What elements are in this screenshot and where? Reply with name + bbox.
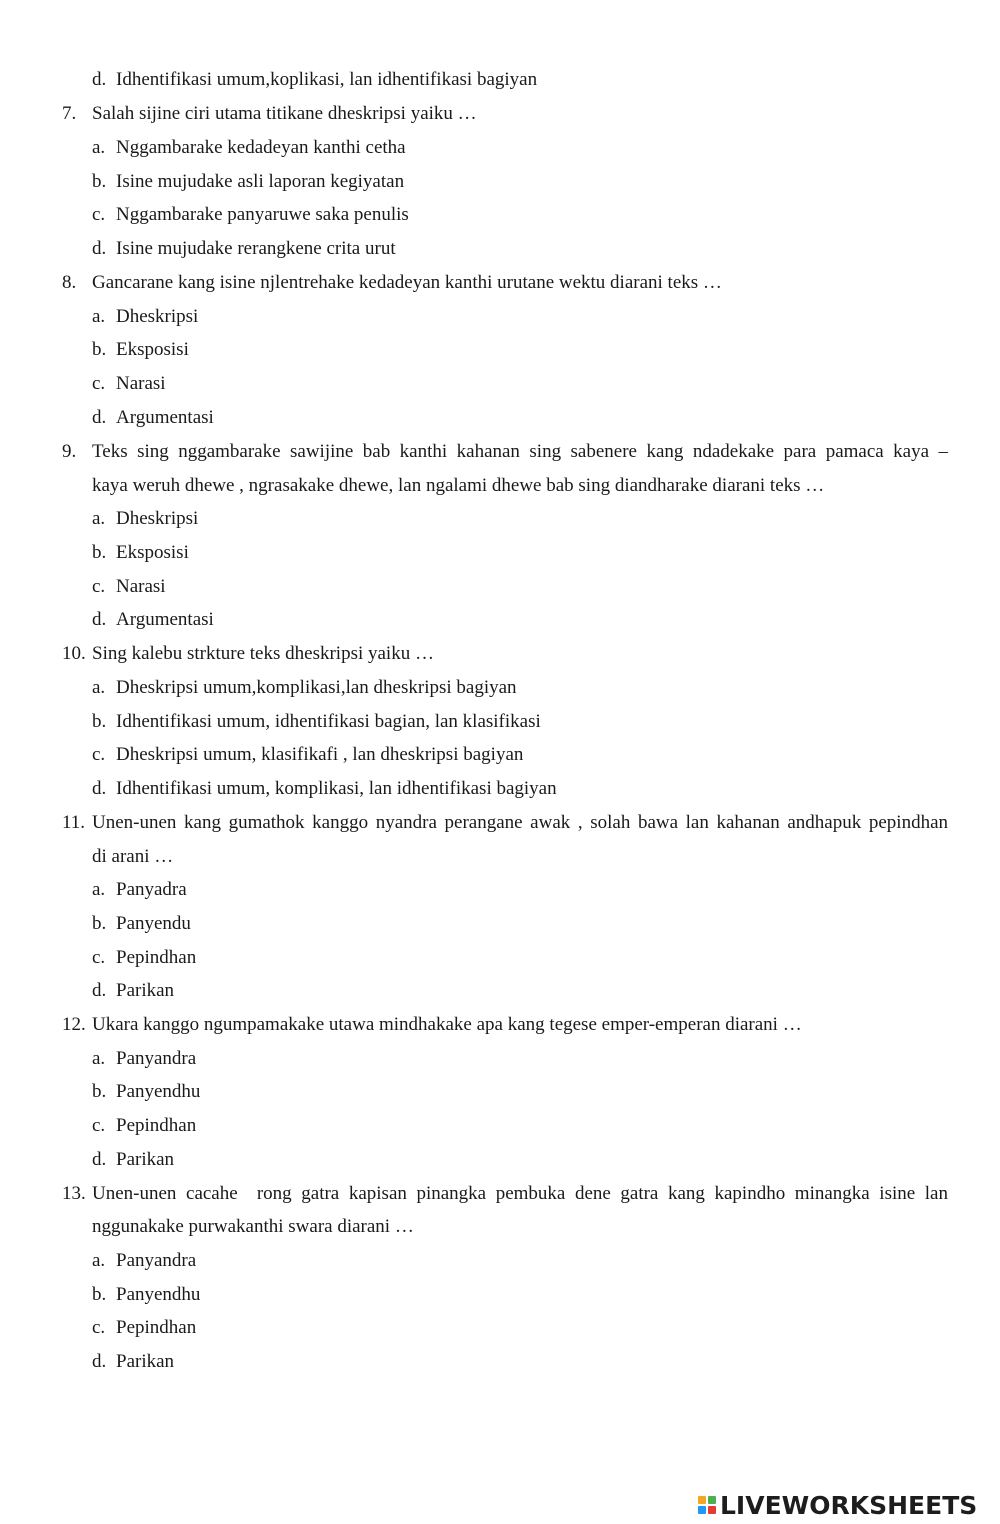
logo-block-3	[698, 1506, 706, 1514]
logo-block-1	[698, 1496, 706, 1504]
q9-option-c: c. Narasi	[92, 576, 166, 597]
q7-option-a: a. Nggambarake kedadeyan kanthi cetha	[92, 137, 406, 158]
q13-option-b: b. Panyendhu	[92, 1284, 201, 1305]
q9-option-a: a. Dheskripsi	[92, 508, 199, 529]
q10-option-a: a. Dheskripsi umum,komplikasi,lan dheskripsi bagiyan	[92, 677, 517, 698]
question-9: 9. Teks sing nggambarake sawijine bab kanthi kahanan sing sabenere kang ndadekake para pamaca kaya –	[62, 441, 948, 462]
q7-option-c: c. Nggambarake panyaruwe saka penulis	[92, 204, 409, 225]
logo-block-4	[708, 1506, 716, 1514]
question-10: 10. Sing kalebu strkture teks dheskripsi yaiku …	[62, 643, 434, 664]
q10-option-d: d. Idhentifikasi umum, komplikasi, lan idhentifikasi bagiyan	[92, 778, 557, 799]
q12-option-b: b. Panyendhu	[92, 1081, 201, 1102]
q13-option-c: c. Pepindhan	[92, 1317, 197, 1338]
liveworksheets-logo[interactable]	[698, 1488, 977, 1522]
q8-option-a: a. Dheskripsi	[92, 306, 199, 327]
q10-option-b: b. Idhentifikasi umum, idhentifikasi bagian, lan klasifikasi	[92, 711, 541, 732]
q8-option-c: c. Narasi	[92, 373, 166, 394]
q12-option-a: a. Panyandra	[92, 1048, 197, 1069]
question-11: 11. Unen-unen kang gumathok kanggo nyandra perangane awak , solah bawa lan kahanan andhapuk pepindhan	[62, 812, 948, 833]
logo-text: LIVEWORKSHEETS	[720, 1490, 978, 1520]
question-7: 7. Salah sijine ciri utama titikane dheskripsi yaiku …	[62, 103, 477, 124]
q7-option-d: d. Isine mujudake rerangkene crita urut	[92, 238, 396, 259]
q8-option-b: b. Eksposisi	[92, 339, 189, 360]
q8-option-d: d. Argumentasi	[92, 407, 214, 428]
question-8: 8. Gancarane kang isine njlentrehake kedadeyan kanthi urutane wektu diarani teks …	[62, 272, 722, 293]
q9-option-d: d. Argumentasi	[92, 609, 214, 630]
question-9-continuation: kaya weruh dhewe , ngrasakake dhewe, lan ngalami dhewe bab sing diandharake diarani teks …	[92, 475, 825, 496]
q12-option-c: c. Pepindhan	[92, 1115, 197, 1136]
q11-option-a: a. Panyadra	[92, 879, 187, 900]
logo-blocks-icon	[698, 1496, 716, 1514]
logo-block-2	[708, 1496, 716, 1504]
q11-option-d: d. Parikan	[92, 980, 175, 1001]
q13-option-d: d. Parikan	[92, 1351, 175, 1372]
q7-option-b: b. Isine mujudake asli laporan kegiyatan	[92, 171, 405, 192]
q10-option-c: c. Dheskripsi umum, klasifikafi , lan dheskripsi bagiyan	[92, 744, 524, 765]
question-11-continuation: di arani …	[92, 846, 174, 867]
q11-option-b: b. Panyendu	[92, 913, 191, 934]
q13-option-a: a. Panyandra	[92, 1250, 197, 1271]
question-13-continuation: nggunakake purwakanthi swara diarani …	[92, 1216, 414, 1237]
q11-option-c: c. Pepindhan	[92, 947, 197, 968]
option-d-previous: d. Idhentifikasi umum,koplikasi, lan idhentifikasi bagiyan	[92, 69, 538, 90]
q9-option-b: b. Eksposisi	[92, 542, 189, 563]
question-13: 13. Unen-unen cacahe rong gatra kapisan pinangka pembuka dene gatra kang kapindho minangka isine lan	[62, 1183, 948, 1204]
q12-option-d: d. Parikan	[92, 1149, 175, 1170]
question-12: 12. Ukara kanggo ngumpamakake utawa mindhakake apa kang tegese emper-emperan diarani …	[62, 1014, 802, 1035]
